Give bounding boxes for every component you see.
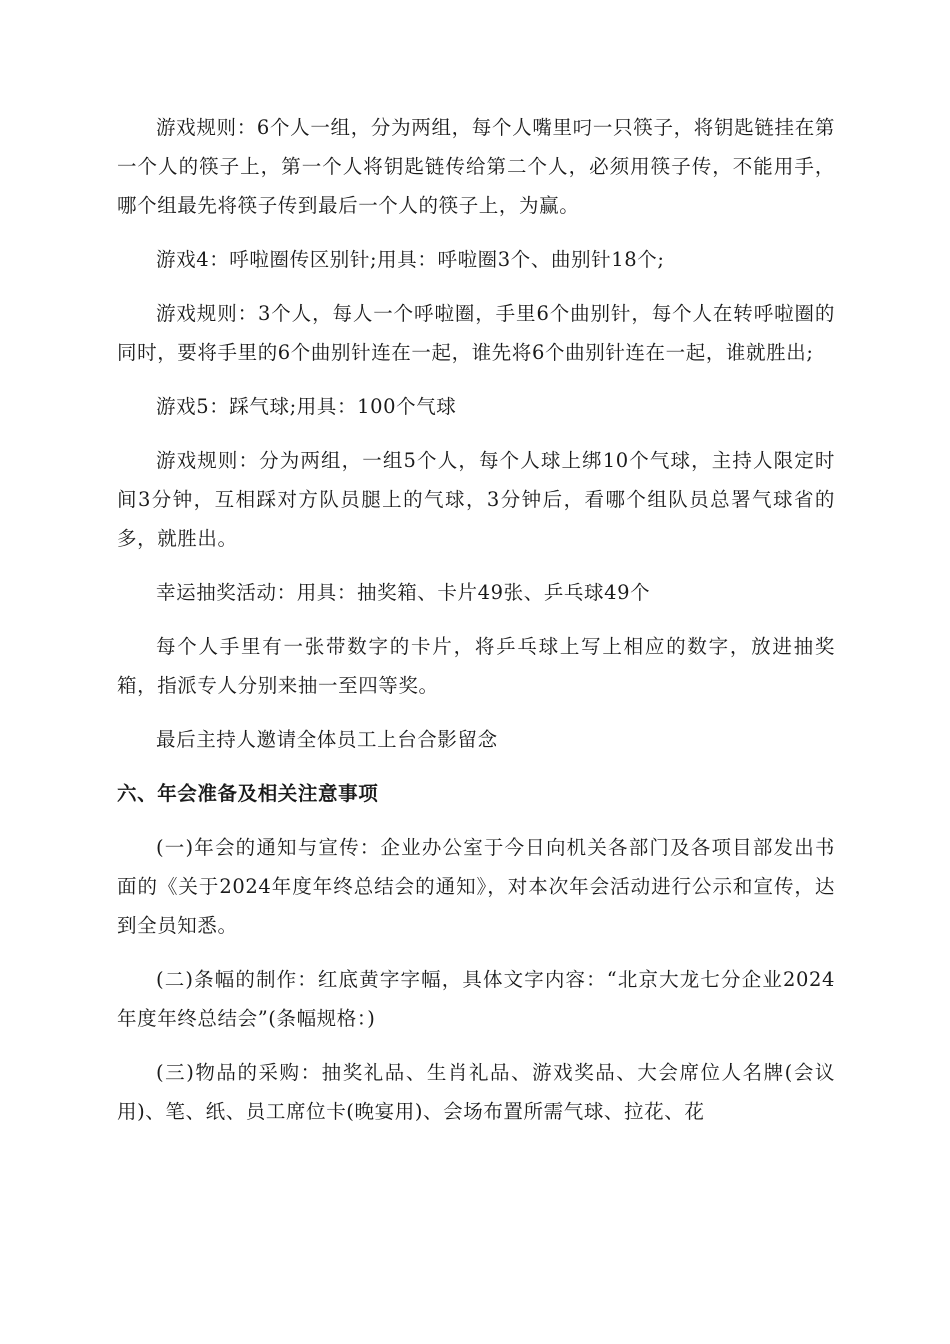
section-heading: 六、年会准备及相关注意事项: [117, 782, 379, 805]
paragraph-group-photo: 最后主持人邀请全体员工上台合影留念: [156, 728, 498, 751]
paragraph-banner: (二)条幅的制作：红底黄字字幅，具体文字内容：“北京大龙七分企业2024年度年终总结会”(条幅规格：): [117, 968, 835, 1030]
paragraph-lottery-title: 幸运抽奖活动：用具：抽奖箱、卡片49张、乒乓球49个: [156, 581, 651, 604]
paragraph-game3-rules: 游戏规则：6个人一组，分为两组，每个人嘴里叼一只筷子，将钥匙链挂在第一个人的筷子上，第一个人将钥匙链传给第二个人，必须用筷子传，不能用手，哪个组最先将筷子传到最后一个人的筷子上，为赢。: [117, 116, 835, 217]
paragraph-game4-rules: 游戏规则：3个人，每人一个呼啦圈，手里6个曲别针，每个人在转呼啦圈的同时，要将手里的6个曲别针连在一起，谁先将6个曲别针连在一起，谁就胜出;: [117, 302, 835, 364]
paragraph-purchasing: (三)物品的采购：抽奖礼品、生肖礼品、游戏奖品、大会席位人名牌(会议用)、笔、纸、员工席位卡(晚宴用)、会场布置所需气球、拉花、花: [117, 1061, 835, 1123]
paragraph-game4-title: 游戏4：呼啦圈传区别针;用具：呼啦圈3个、曲别针18个;: [156, 248, 665, 271]
document-body: [117, 108, 835, 1146]
paragraph-game5-rules: 游戏规则：分为两组，一组5个人，每个人球上绑10个气球，主持人限定时间3分钟，互相踩对方队员腿上的气球，3分钟后，看哪个组队员总署气球省的多，就胜出。: [117, 449, 835, 550]
paragraph-lottery-rules: 每个人手里有一张带数字的卡片，将乒乓球上写上相应的数字，放进抽奖箱，指派专人分别来抽一至四等奖。: [117, 635, 835, 697]
paragraph-notice: (一)年会的通知与宣传：企业办公室于今日向机关各部门及各项目部发出书面的《关于2024年度年终总结会的通知》，对本次年会活动进行公示和宣传，达到全员知悉。: [117, 836, 835, 937]
paragraph-game5-title: 游戏5：踩气球;用具：100个气球: [156, 395, 457, 418]
